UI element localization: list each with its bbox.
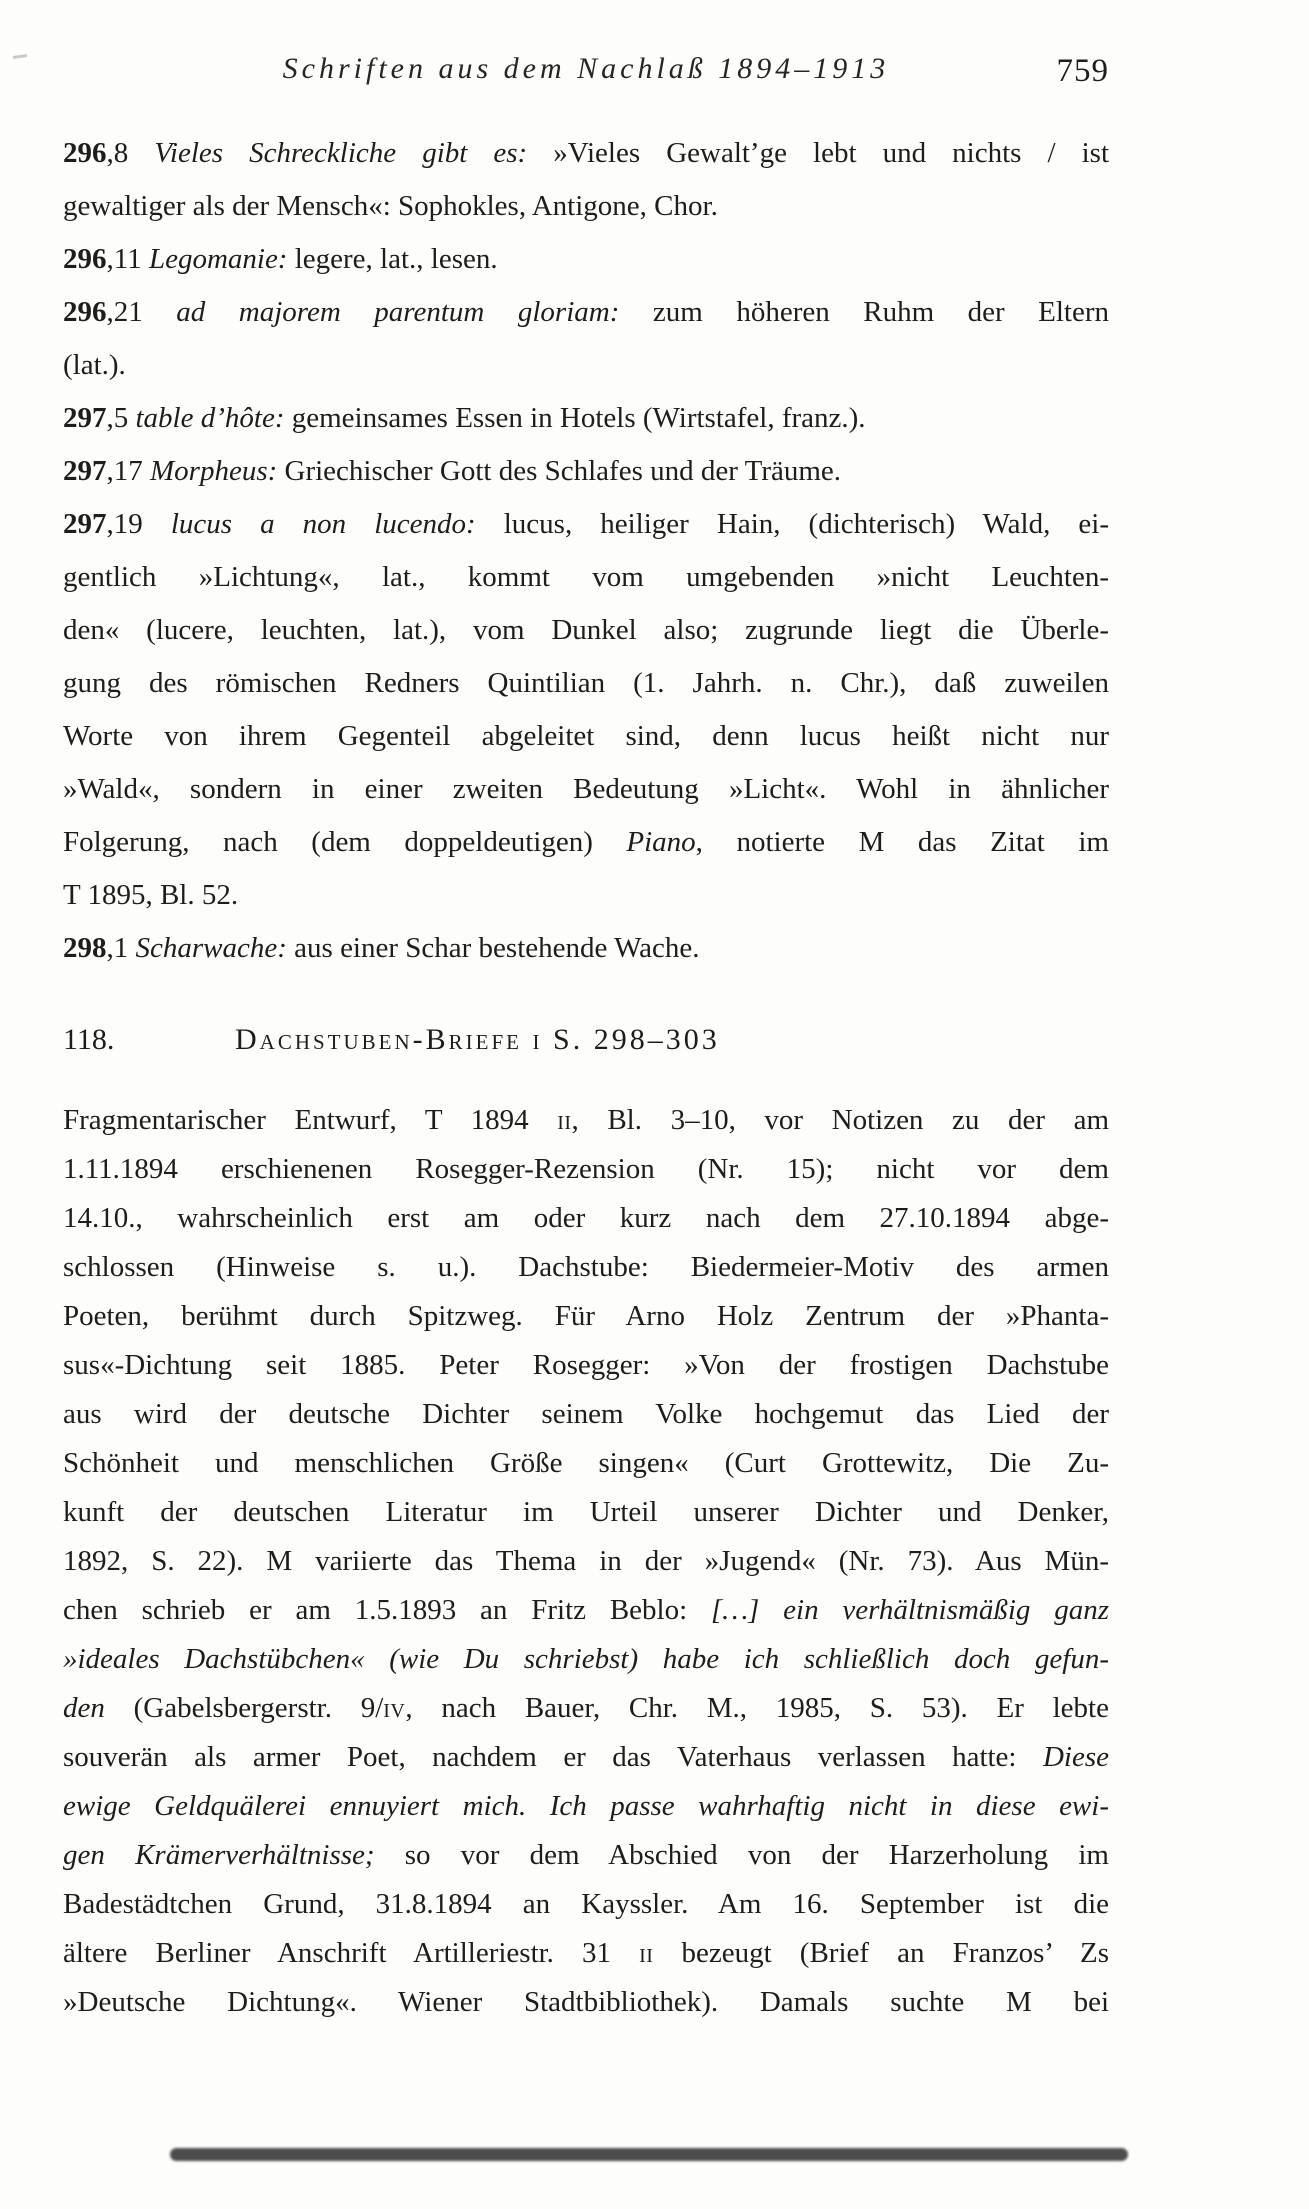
text-segment-regular: bezeugt (Brief an Franzos’ Zs <box>653 1937 1109 1969</box>
text-segment-bold: 297 <box>63 455 107 487</box>
text-line <box>63 1488 1109 1537</box>
text-segment-regular: 1.11.1894 erschienenen Rosegger-Rezension (Nr. 15); nicht vor dem <box>63 1153 1109 1185</box>
text-segment-bold: 297 <box>63 508 107 540</box>
text-segment-italic: Morpheus: <box>150 455 278 487</box>
text-segment-regular: kunft der deutschen Literatur im Urteil unserer Dichter und Denker, <box>63 1496 1109 1528</box>
text-line <box>63 763 1109 816</box>
text-segment-bold: 296 <box>63 137 107 169</box>
text-segment-regular: ,21 <box>106 296 177 328</box>
text-segment-italic: »ideales Dachstübchen« (wie Du schriebst) habe ich schließlich doch gefun- <box>63 1643 1109 1675</box>
text-segment-regular: Griechischer Gott des Schlafes und der Träume. <box>277 455 842 487</box>
text-line <box>63 1733 1109 1782</box>
section-heading <box>63 1016 1109 1064</box>
section-title: Dachstuben-Briefe i S. 298–303 <box>235 1023 720 1056</box>
text-line <box>63 1782 1109 1831</box>
text-segment-italic: ad majorem parentum gloriam: <box>176 296 620 328</box>
text-segment-italic: ewige Geldquälerei ennuyiert mich. Ich passe wahrhaftig nicht in diese ewi- <box>63 1790 1109 1822</box>
text-line <box>63 233 1109 286</box>
text-segment-regular: ,5 <box>106 402 136 434</box>
text-line <box>63 1292 1109 1341</box>
text-segment-regular: so vor dem Abschied von der Harzerholung im <box>374 1839 1109 1871</box>
text-segment-italic: gen Krämerverhältnisse; <box>63 1839 375 1871</box>
text-line <box>63 1978 1109 2027</box>
text-segment-regular: Schönheit und menschlichen Größe singen« (Curt Grottewitz, Die Zu- <box>63 1447 1109 1479</box>
text-line <box>63 127 1109 180</box>
text-segment-regular: , Bl. 3–10, vor Notizen zu der am <box>571 1104 1109 1136</box>
text-line <box>63 339 1109 392</box>
text-line <box>63 1831 1109 1880</box>
text-segment-regular: Poeten, berühmt durch Spitzweg. Für Arno Holz Zentrum der »Phanta- <box>63 1300 1109 1332</box>
text-segment-regular: chen schrieb er am 1.5.1893 an Fritz Beblo: <box>63 1594 711 1626</box>
text-line <box>63 1341 1109 1390</box>
text-line <box>63 1684 1109 1733</box>
text-line <box>63 869 1109 922</box>
text-segment-regular: 14.10., wahrscheinlich erst am oder kurz nach dem 27.10.1894 abge- <box>63 1202 1109 1234</box>
text-segment-italic: lucus a non lucendo: <box>170 508 476 540</box>
text-line <box>63 1390 1109 1439</box>
text-segment-regular: gewaltiger als der Mensch«: Sophokles, Antigone, Chor. <box>63 190 718 222</box>
text-segment-regular: sus«-Dichtung seit 1885. Peter Rosegger: »Von der frostigen Dachstube <box>63 1349 1109 1381</box>
text-segment-regular: Folgerung, nach (dem doppeldeutigen) <box>63 826 627 858</box>
text-line <box>63 1439 1109 1488</box>
text-segment-regular: ältere Berliner Anschrift Artilleriestr. 31 <box>63 1937 640 1969</box>
text-segment-regular: lucus, heiliger Hain, (dichterisch) Wald, ei- <box>475 508 1109 540</box>
text-segment-regular: den« (lucere, leuchten, lat.), vom Dunkel also; zugrunde liegt die Überle- <box>63 614 1109 646</box>
text-segment-italic: Legomanie: <box>148 243 288 275</box>
running-title: Schriften aus dem Nachlaß 1894–1913 <box>282 52 890 85</box>
text-segment-regular: Worte von ihrem Gegenteil abgeleitet sind, denn lucus heißt nicht nur <box>63 720 1109 752</box>
text-segment-regular: aus einer Schar bestehende Wache. <box>286 932 700 964</box>
text-segment-italic: […] ein verhältnismäßig ganz <box>710 1594 1109 1626</box>
text-line <box>63 657 1109 710</box>
text-line <box>63 1880 1109 1929</box>
text-segment-smallcaps: ii <box>639 1937 654 1969</box>
text-line <box>63 551 1109 604</box>
text-line <box>63 1194 1109 1243</box>
text-segment-bold: 296 <box>63 296 107 328</box>
text-segment-regular: ,17 <box>106 455 150 487</box>
text-line <box>63 180 1109 233</box>
text-segment-regular: gentlich »Lichtung«, lat., kommt vom umgebenden »nicht Leuchten- <box>63 561 1109 593</box>
text-segment-regular: (lat.). <box>63 349 126 381</box>
text-line <box>63 392 1109 445</box>
commentary-paragraph <box>63 1096 1109 2027</box>
text-segment-regular: (Gabelsbergerstr. 9/ <box>104 1692 384 1724</box>
text-segment-regular: ,19 <box>106 508 171 540</box>
text-line <box>63 1096 1109 1145</box>
text-segment-regular: souverän als armer Poet, nachdem er das Vaterhaus verlassen hatte: <box>63 1741 1043 1773</box>
text-segment-regular: ,11 <box>106 243 149 275</box>
text-segment-regular: »Deutsche Dichtung«. Wiener Stadtbibliothek). Damals suchte M bei <box>63 1986 1109 2018</box>
text-segment-regular: 1892, S. 22). M variierte das Thema in der »Jugend« (Nr. 73). Aus Mün- <box>63 1545 1109 1577</box>
text-segment-regular: T 1895, Bl. 52. <box>63 879 239 911</box>
text-line <box>63 1929 1109 1978</box>
text-line <box>63 286 1109 339</box>
text-segment-regular: legere, lat., lesen. <box>287 243 498 275</box>
text-segment-regular: ,8 <box>106 137 155 169</box>
text-segment-smallcaps: iv <box>383 1692 406 1724</box>
text-line <box>63 710 1109 763</box>
text-segment-bold: 296 <box>63 243 107 275</box>
text-segment-regular: zum höheren Ruhm der Eltern <box>619 296 1109 328</box>
text-line <box>63 445 1109 498</box>
text-line <box>63 816 1109 869</box>
text-line <box>63 1145 1109 1194</box>
scan-artifact-bar <box>170 2148 1128 2161</box>
text-segment-italic: Diese <box>1042 1741 1109 1773</box>
text-segment-regular: ,1 <box>106 932 136 964</box>
commentary-entries <box>63 127 1109 975</box>
page-header <box>63 52 1109 96</box>
text-segment-smallcaps: ii <box>557 1104 572 1136</box>
section-number: 118. <box>63 1023 115 1056</box>
text-segment-italic: Scharwache: <box>135 932 287 964</box>
text-segment-regular: schlossen (Hinweise s. u.). Dachstube: Biedermeier-Motiv des armen <box>63 1251 1109 1283</box>
text-segment-italic: Vieles Schreckliche gibt es: <box>154 137 528 169</box>
text-segment-regular: , notierte M das Zitat im <box>695 826 1109 858</box>
page-number: 759 <box>1056 53 1109 89</box>
text-segment-regular: »Vieles Gewalt’ge lebt und nichts / ist <box>527 137 1109 169</box>
text-segment-regular: aus wird der deutsche Dichter seinem Volke hochgemut das Lied der <box>63 1398 1109 1430</box>
text-segment-regular: Badestädtchen Grund, 31.8.1894 an Kayssler. Am 16. September ist die <box>63 1888 1109 1920</box>
text-segment-italic: table d’hôte: <box>135 402 285 434</box>
text-line <box>63 604 1109 657</box>
text-segment-regular: , nach Bauer, Chr. M., 1985, S. 53). Er lebte <box>405 1692 1109 1724</box>
scan-speck <box>13 54 27 59</box>
text-segment-bold: 297 <box>63 402 107 434</box>
text-line <box>63 1586 1109 1635</box>
text-line <box>63 1635 1109 1684</box>
text-line <box>63 498 1109 551</box>
text-segment-regular: gemeinsames Essen in Hotels (Wirtstafel, franz.). <box>284 402 866 434</box>
text-line <box>63 922 1109 975</box>
text-segment-bold: 298 <box>63 932 107 964</box>
text-line <box>63 1537 1109 1586</box>
text-segment-regular: gung des römischen Redners Quintilian (1. Jahrh. n. Chr.), daß zuweilen <box>63 667 1109 699</box>
text-segment-italic: Piano <box>626 826 696 858</box>
text-segment-regular: Fragmentarischer Entwurf, T 1894 <box>63 1104 558 1136</box>
text-segment-italic: den <box>63 1692 105 1724</box>
text-line <box>63 1243 1109 1292</box>
text-segment-regular: »Wald«, sondern in einer zweiten Bedeutung »Licht«. Wohl in ähnlicher <box>63 773 1109 805</box>
